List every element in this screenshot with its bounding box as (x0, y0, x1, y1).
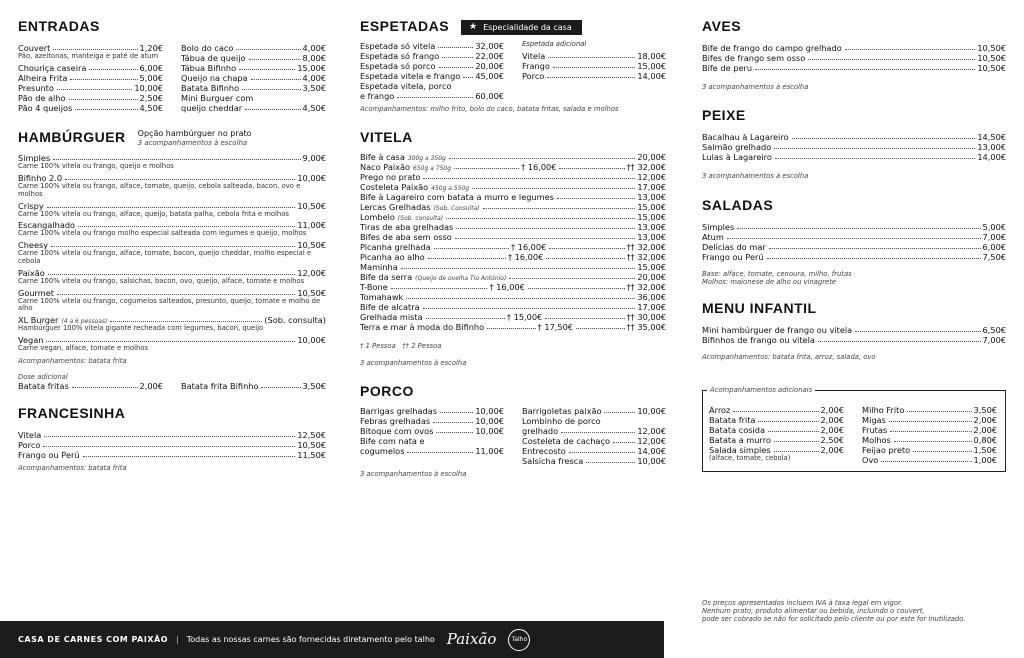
menu-item: Tábua Bifinho 15,00€ (181, 63, 326, 74)
side-item: Batata frita 2,00€ (709, 414, 844, 425)
acompanhamentos-note: Acompanhamentos: batata frita, arroz, salada, ovo (702, 353, 876, 362)
side-item: Feijao preto 1,50€ (862, 444, 997, 455)
column-middle (360, 18, 666, 488)
menu-item: queijo cheddar 4,50€ (181, 103, 326, 114)
menu-item: Prego no prato 12,00€ (360, 172, 666, 183)
menu-item: Entrecosto 14,00€ (522, 446, 666, 457)
acompanhamentos-note: Acompanhamentos: batata frita (18, 464, 127, 473)
menu-item: Naco Paixão 650g a 750g † 16,00€ †† 32,00€ (360, 162, 667, 173)
footer-bar (0, 621, 664, 658)
menu-item: Escangalhado 11,00€ (18, 220, 326, 231)
menu-item: Espetada só porco 20,00€ (360, 61, 504, 72)
dose-adicional-note: Dose adicional (18, 373, 68, 382)
two-person-icon: †† (626, 252, 638, 263)
section-francesinha (18, 405, 326, 472)
legal-notice: Os preços apresentados incluem IVA à taxa legal em vigor. Nenhum prato, produto alimentar ou bebida, incluindo o couvert, pode ser cobrado se não for solicitado pelo cliente ou por este for inutilizado. (702, 599, 966, 624)
section-peixe (702, 107, 1006, 180)
side-item: Ovo 1,00€ (862, 454, 997, 465)
menu-item: Bolo do caco 4,00€ (181, 43, 326, 54)
acompanhamentos-note: 3 acompanhamentos à escolha (702, 172, 809, 181)
menu-item: Batata Bifinho 3,50€ (181, 83, 326, 94)
menu-item: Frango ou Perú 11,50€ (18, 450, 326, 461)
menu-item: Delicias do mar 6,00€ (702, 241, 1006, 252)
menu-item: Lulas à Lagareiro 14,00€ (702, 152, 1006, 163)
one-person-icon: † (507, 252, 515, 263)
menu-item: Costeleta de cachaço 12,00€ (522, 436, 666, 447)
section-aves (702, 18, 1006, 91)
menu-item: Tiras de aba grelhadas 13,00€ (360, 222, 666, 233)
menu-item: Frango ou Perú 7,50€ (702, 251, 1006, 262)
menu-item: Picanha grelhada † 16,00€ †† 32,00€ (360, 242, 667, 253)
item-description: Hambúrguer 100% vitela gigante recheada com legumes, bacon, queijo (18, 324, 264, 333)
menu-item: Barrigas grelhadas 10,00€ (360, 406, 504, 417)
item-description: Carne 100% vitela ou frango, alface, tomate, queijo, cebola salteada, bacon, ovo e molhos (18, 181, 301, 198)
menu-item: Bife à casa 300g a 350g 20,00€ (360, 152, 666, 163)
footer-brand: CASA DE CARNES COM PAIXÃO (18, 634, 168, 644)
persons-legend: † 1 Pessoa †† 2 Pessoa (360, 342, 442, 351)
menu-item: Costeleta Paixão 450g a 550g 17,00€ (360, 182, 666, 193)
two-person-icon: †† (626, 312, 638, 323)
section-espetadas (360, 18, 666, 113)
two-person-icon: †† (626, 282, 638, 293)
menu-item: Vitela 12,50€ (18, 430, 326, 441)
side-item: Salada simples 2,00€ (709, 444, 844, 455)
menu-item: Tábua de queijo 8,00€ (181, 53, 326, 64)
menu-item: Alheira Frita 5,00€ (18, 72, 163, 83)
acompanhamentos-note: Acompanhamentos: batata frita (18, 356, 127, 365)
item-description: Carne 100% vitela ou frango, cogumelos salteados, presunto, queijo, tomate e molho de alho (18, 296, 321, 313)
menu-item: Bife de alcatra 17,00€ (360, 302, 666, 313)
item-description: Carne 100% vitela ou frango, queijo e molhos (18, 162, 174, 171)
star-icon: ★ (469, 22, 478, 32)
menu-item: Frango 15,00€ (522, 60, 666, 71)
menu-item: Atum 7,00€ (702, 231, 1006, 242)
two-person-icon: †† (626, 322, 638, 333)
item-description: Carne vegan, alface, tomate e molhos (18, 344, 149, 352)
entradas-right (181, 43, 326, 113)
menu-item-multiline: Bife com nata e (360, 436, 425, 447)
one-person-icon: † (537, 322, 545, 333)
item-description: Carne 100% vitela ou frango, salsichas, bacon, ovo, queijo, alface, tomate e molhos (18, 276, 305, 285)
section-title: HAMBÚRGUER (18, 129, 126, 146)
adicional-label: Espetada adicional (522, 40, 587, 49)
menu-item: Bifinho 2.0 10,00€ (18, 172, 326, 183)
section-title: SALADAS (702, 196, 774, 213)
side-item: Batata a murro 2,50€ (709, 434, 844, 445)
two-person-icon: †† (626, 162, 638, 173)
section-saladas (702, 197, 1006, 287)
salad-sub-note: (alface, tomate, cebola) (709, 453, 791, 462)
acompanhamentos-note: 3 acompanhamentos à escolha (360, 358, 467, 367)
footer-text: Todas as nossas carnes são fornecidas diretamento pelo talho (186, 634, 435, 644)
column-right (702, 18, 1006, 472)
salad-molhos-note: Molhos: maionese de alho ou vinagrete (702, 278, 837, 287)
menu-item: Febras grelhadas 10,00€ (360, 416, 504, 427)
menu-item: Bife à Lagareiro com batata a murro e legumes 13,00€ (360, 192, 666, 203)
side-item: Batata cosida 2,00€ (709, 424, 844, 435)
menu-item: cogumelos 11,00€ (360, 446, 504, 457)
one-person-icon: † (506, 312, 514, 323)
menu-item: Pão de alho 2,50€ (18, 92, 163, 103)
side-item: Migas 2,00€ (862, 414, 997, 425)
acompanhamentos-note: 3 acompanhamentos à escolha (360, 470, 467, 479)
signature-logo: Paixão (446, 630, 497, 649)
menu-item: XL Burger (4 a 6 pessoas) (Sob. consulta) (18, 315, 326, 326)
section-title: MENU INFANTIL (702, 300, 817, 317)
salad-base-note: Base: alface, tomate, cenoura, milho, frutas (702, 269, 852, 278)
section-title: PEIXE (702, 107, 746, 124)
menu-item: Chouriça caseira 6,00€ (18, 62, 163, 73)
menu-item: Terra e mar à moda do Bifinho † 17,50€ †† 35,00€ (360, 322, 666, 333)
item-description: Carne 100% vitela ou frango, alface, queijo, batata palha, cebola frita e molhos (18, 209, 289, 218)
section-title: ENTRADAS (18, 18, 100, 34)
menu-item: Bife de frango do campo grelhado 10,50€ (702, 43, 1006, 54)
item-description: Carne 100% vitela ou frango, alface, tomate, bacon, queijo cheddar, molho especial e cebola (18, 249, 312, 265)
menu-item: Bitoque com ovos 10,00€ (360, 426, 504, 437)
menu-item: Bifes de aba sem osso 13,00€ (360, 232, 666, 243)
menu-item: Couvert 1,20€ (18, 43, 163, 54)
entradas-left (18, 43, 163, 113)
section-title: AVES (702, 18, 742, 34)
menu-item: Picanha ao alho † 16,00€ †† 32,00€ (360, 252, 667, 263)
section-title: FRANCESINHA (18, 405, 126, 422)
section-title: ESPETADAS (360, 18, 450, 34)
menu-item: Bifes de frango sem osso 10,50€ (702, 53, 1006, 64)
acompanhamentos-note: Acompanhamentos: milho frito, bolo do caco, batata fritas, salada e molhos (360, 105, 619, 114)
menu-item: Porco 10,50€ (18, 440, 326, 451)
menu-item: Mini hambúrguer de frango ou vitela 6,50€ (702, 325, 1006, 336)
menu-item: Simples 9,00€ (18, 153, 326, 164)
menu-item: e frango 60,00€ (360, 91, 504, 102)
menu-item-mixed: Espetada vitela, porco (360, 81, 452, 92)
section-infantil (702, 300, 1006, 361)
menu-item: Batata fritas 2,00€ (18, 381, 163, 392)
menu-item: Bifinhos de frango ou vitela 7,00€ (702, 335, 1006, 346)
menu-item: Crispy 10,50€ (18, 200, 326, 211)
side-item: Molhos 0,80€ (862, 434, 997, 445)
menu-item: Espetada vitela e frango 45,00€ (360, 71, 504, 82)
item-description: Pão, azeitonas, manteiga e paté de atum (18, 52, 159, 61)
acompanhamentos-adicionais-box (702, 385, 1006, 472)
section-title: VITELA (360, 129, 413, 146)
menu-item: Queijo na chapa 4,00€ (181, 73, 326, 84)
menu-item: Porco 14,00€ (522, 70, 666, 81)
menu-item: Maminha 15,00€ (360, 262, 666, 273)
menu-item-mini-burger: Mini Burguer com (181, 93, 254, 104)
talho-logo-icon: Talho (508, 629, 530, 651)
one-person-icon: † (360, 342, 366, 351)
one-person-icon: † (489, 282, 497, 293)
acompanhamentos-note: 3 acompanhamentos à escolha (702, 83, 809, 92)
side-item: Arroz 2,00€ (709, 404, 844, 415)
one-person-icon: † (510, 242, 518, 253)
menu-item: Espetada só frango 22,00€ (360, 51, 504, 62)
column-left (18, 18, 326, 483)
menu-item: Cheesy 10,50€ (18, 240, 326, 251)
menu-item: Batata frita Bifinho 3,50€ (181, 381, 326, 392)
menu-item: Espetada só vitela 32,00€ (360, 41, 504, 52)
menu-item: Lercas Grelhadas (Sob. Consulta) 15,00€ (360, 202, 666, 213)
menu-item: Simples 5,00€ (702, 221, 1006, 232)
menu-item: Vitela 18,00€ (522, 50, 666, 61)
menu-item: Vegan 10,00€ (18, 335, 326, 345)
section-vitela (360, 129, 666, 367)
menu-item: Grelhada mista † 15,00€ †† 30,00€ (360, 312, 667, 323)
specialty-badge: ★ Especialidade da casa (461, 20, 582, 35)
one-person-icon: † (521, 162, 528, 173)
side-item: Milho Frito 3,50€ (862, 404, 997, 415)
side-item: Frutas 2,00€ (862, 424, 997, 435)
menu-item: Presunto 10,00€ (18, 82, 163, 93)
menu-item-multiline: Lombinho de porco (522, 416, 601, 427)
menu-item: Barrigoletas paixão 10,00€ (522, 406, 666, 417)
menu-item: grelhado 12,00€ (522, 426, 666, 437)
menu-item: T-Bone † 16,00€ †† 32,00€ (360, 282, 667, 293)
menu-item: Lombelo (Sob. consulta) 15,00€ (360, 212, 666, 223)
menu-item: Paixão 12,00€ (18, 267, 326, 278)
box-title: Acompanhamentos adicionais (707, 386, 815, 394)
menu-item: Bacalhau à Lagareiro 14,50€ (702, 132, 1006, 143)
menu-item: Bife de peru 10,50€ (702, 63, 1006, 74)
menu-item: Salmão grelhado 13,00€ (702, 142, 1006, 153)
item-description: Carne 100% vitela ou frango molho especial salteada com legumes e queijo, molhos (18, 229, 307, 238)
section-entradas (18, 18, 326, 113)
section-hamburguer (18, 129, 326, 391)
section-title: PORCO (360, 383, 414, 399)
menu-item: Tomahawk 36,00€ (360, 292, 666, 303)
menu-item: Salsicha fresca 10,00€ (522, 456, 666, 467)
menu-item: Gourmet 10,50€ (18, 287, 326, 298)
footer-separator: | (176, 634, 179, 644)
section-porco (360, 383, 666, 478)
two-person-icon: †† (402, 342, 412, 351)
menu-item: Bife da serra (Queijo de ovelha Tio António) 20,00€ (360, 272, 666, 283)
menu-item: Pão 4 queijos 4,50€ (18, 102, 163, 113)
two-person-icon: †† (626, 242, 638, 253)
burger-plate-note: Opção hambúrguer no prato 3 acompanhamentos à escolha (137, 129, 252, 147)
